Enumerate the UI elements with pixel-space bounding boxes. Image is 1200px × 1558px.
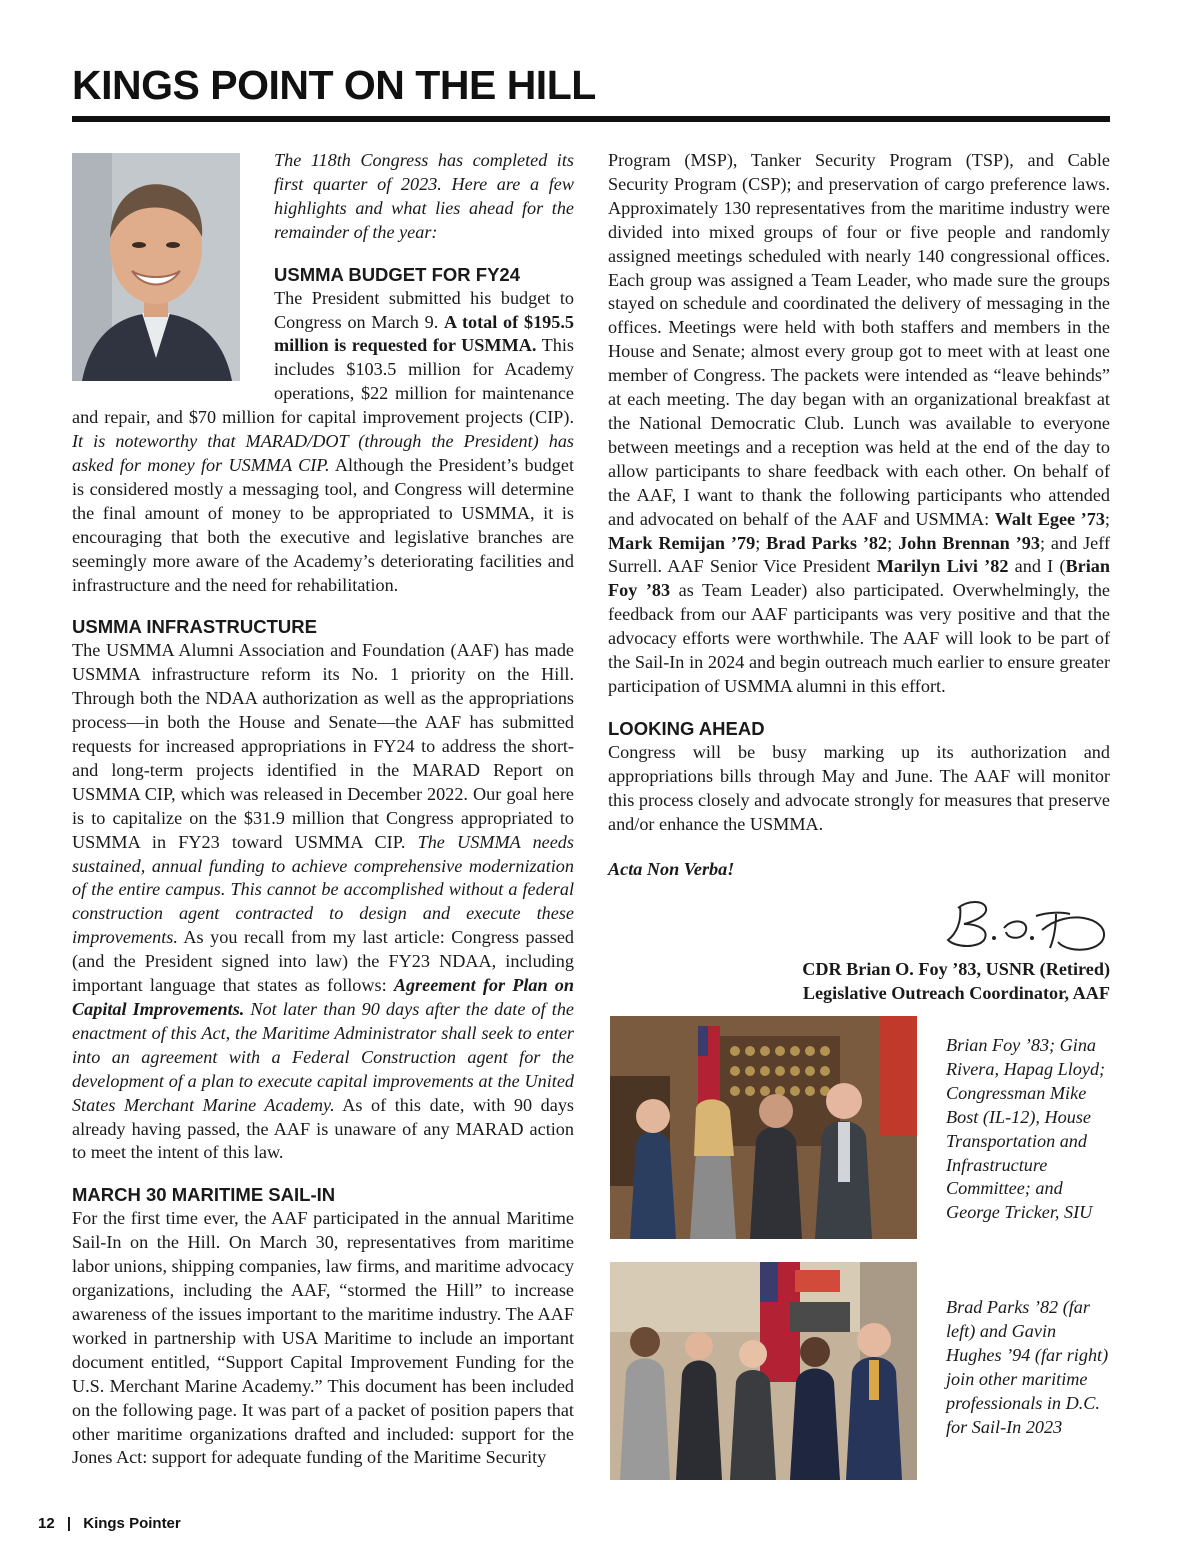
left-column (72, 149, 574, 1470)
right-column (608, 149, 1110, 1006)
author-title: Legislative Outreach Coordinator, AAF (802, 983, 1110, 1004)
sail-in-text-1: For the first time ever, the AAF participated in the annual Maritime Sail-In on the Hill. On March 30, representatives from maritime labor unions, shipping companies, law firms, and maritime advocacy organizations, including the AAF, “stormed the Hill” to increase awareness of the issues important to the maritime industry. The AAF worked in partnership with USA Maritime to include an important document entitled, “Support Capital Improvement Funding for the U.S. Merchant Marine Academy.” This document has been included on the following page. It was part of a packet of position papers that other maritime organizations drafted and included: support for the Jones Act: support for adequate funding of the Maritime Security (72, 1208, 574, 1468)
sail-in-paragraph-start (72, 1207, 574, 1470)
participant-separator: ; (887, 532, 899, 553)
portrait-illustration (72, 153, 240, 381)
photo1-caption: Brian Foy ’83; Gina Rivera, Hapag Lloyd; Congressman Mike Bost (IL-12), House Transportation and Infrastructure Committee; and George Tricker, SIU (946, 1035, 1106, 1223)
motto: Acta Non Verba! (608, 859, 735, 880)
sail-in-text-2: Program (MSP), Tanker Security Program (TSP), and Cable Security Program (CSP); and preservation of cargo preference laws. Approximately 130 representatives from the maritime industry were divided into mixed groups of four or five people and randomly assigned meetings scheduled with nearly 140 congressional offices. Each group was assigned a Team Leader, who made sure the groups stayed on schedule and coordinated the delivery of messaging in the offices. Meetings were held with both staffers and members in the House and Senate; almost every group got to meet with at least one member of Congress. The packets were intended as “leave behinds” at each meeting. The day began with an organizational breakfast at the National Democratic Club. Lunch was available to everyone between meetings and a reception was held at the end of the day to allow participants to share feedback with each other. On behalf of the AAF, I want to thank the following participants who attended and advocated on behalf of the AAF and USMMA: (608, 150, 1110, 529)
participant-separator: ; (755, 532, 767, 553)
author-portrait (72, 153, 240, 381)
intro-paragraph: The 118th Congress has completed its first quarter of 2023. Here are a few highlights and what lies ahead for the remainder of the year: (274, 150, 574, 242)
publication-name: Kings Pointer (83, 1515, 181, 1532)
budget-note: It is noteworthy that MARAD/DOT (through the President) has asked for money for USMMA CIP. (72, 431, 574, 475)
looking-ahead-paragraph: Congress will be busy marking up its authorization and appropriations bills through May and June. The AAF will monitor this process closely and advocate strongly for measures that preserve and/or enhance the USMMA. (608, 741, 1110, 834)
title-rule (72, 116, 1110, 122)
participant-brad-parks: Brad Parks ’82 (766, 532, 888, 553)
infrastructure-text-1: The USMMA Alumni Association and Foundation (AAF) has made USMMA infrastructure reform its No. 1 priority on the Hill. Through both the NDAA authorization as well as the appropriations process—in both the House and Senate—the AAF has submitted requests for increased appropriations in FY24 to address the short- and long-term projects identified in the MARAD Report on USMMA CIP, which was released in December 2022. Our goal here is to capitalize on the $31.9 million that Congress appropriated to USMMA in FY23 toward USMMA CIP. (72, 640, 574, 852)
infrastructure-text-3: As of this date, with 90 days already having passed, the AAF is unaware of any MARAD action to meet the intent of this law. (72, 1094, 574, 1163)
infrastructure-paragraph (72, 639, 574, 1165)
looking-ahead-heading: LOOKING AHEAD (608, 717, 765, 739)
participant-marilyn-livi: Marilyn Livi ’82 (876, 556, 1009, 577)
photo2-caption: Brad Parks ’82 (far left) and Gavin Hughes ’94 (far right) join other maritime professionals in D.C. for Sail-In 2023 (946, 1297, 1109, 1437)
participant-brian-foy: Brian Foy ’83 (608, 556, 1111, 601)
law-section-title: Agreement for Plan on Capital Improvements. (72, 975, 574, 1019)
budget-total-highlight: A total of $195.5 million is requested for USMMA. (274, 311, 574, 356)
infrastructure-emphasis: The USMMA needs sustained, annual funding to achieve comprehensive modernization of the entire campus. This cannot be accomplished without a federal construction agent contracted to design and execute these improvements. (72, 831, 574, 948)
participant-separator: ; (1104, 508, 1110, 529)
sail-in-heading: MARCH 30 MARITIME SAIL-IN (72, 1184, 336, 1206)
budget-heading: USMMA BUDGET FOR FY24 (274, 263, 520, 285)
sail-in-paragraph-continued (608, 149, 1110, 699)
budget-text-2: This includes $103.5 million for Academy operations, $22 million for maintenance and repair, and $70 million for capital improvement projects (CIP). (72, 335, 574, 428)
participant-walt-egee: Walt Egee ’73 (994, 508, 1105, 529)
infrastructure-text-2: As you recall from my last article: Congress passed (and the President signed into law) the FY23 NDAA, including important language that states as follows: (72, 927, 574, 996)
page-number: 12 (38, 1515, 55, 1532)
budget-text-1: The President submitted his budget to Congress on March 9. (274, 287, 574, 332)
author-name: CDR Brian O. Foy ’83, USNR (Retired) (802, 959, 1110, 980)
photo2-illustration (610, 1262, 917, 1480)
author-credit (608, 958, 1110, 1006)
law-quote: Not later than 90 days after the date of the enactment of this Act, the Maritime Administrator shall seek to enter into an agreement with a Federal Construction agent for the development of a plan to execute capital improvements at the United States Merchant Marine Academy. (72, 999, 574, 1115)
sail-in-text-4: and I ( (1008, 556, 1066, 577)
sail-in-text-3: ; and Jeff Surrell. AAF Senior Vice President (608, 532, 1110, 577)
participant-john-brennan: John Brennan ’93 (898, 532, 1040, 553)
photo-sail-in-group (610, 1262, 917, 1480)
participant-mark-remijan: Mark Remijan ’79 (608, 532, 756, 553)
page-footer (38, 1515, 181, 1532)
footer-separator: | (66, 1515, 72, 1532)
sail-in-text-5: as Team Leader) also participated. Overwhelmingly, the feedback from our AAF participants was very positive and that the advocacy efforts were worthwhile. The AAF will look to be part of the Sail-In in 2024 and begin outreach much earlier to ensure greater participation of USMMA alumni in this effort. (608, 580, 1111, 696)
author-signature (938, 894, 1110, 956)
photo1-illustration (610, 1016, 917, 1239)
page-title: KINGS POINT ON THE HILL (72, 62, 596, 108)
infrastructure-heading: USMMA INFRASTRUCTURE (72, 616, 317, 638)
budget-text-3: Although the President’s budget is considered mostly a messaging tool, and Congress will determine the final amount of money to be appropriated to USMMA, it is encouraging that both the executive and legislative branches are seemingly more aware of the Academy’s deteriorating facilities and infrastructure and the need for rehabilitation. (72, 454, 574, 595)
photo-congressional-office (610, 1016, 917, 1239)
